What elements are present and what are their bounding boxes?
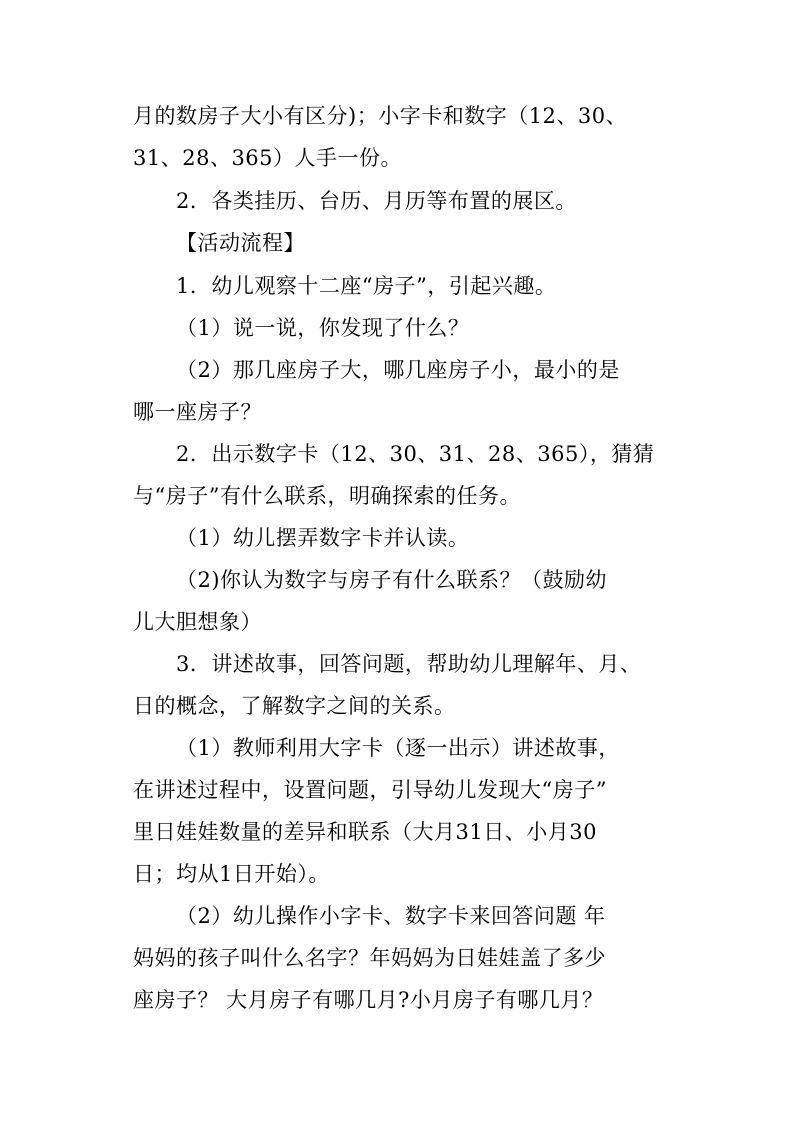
text-line: 1．幼儿观察十二座“房子”，引起兴趣。 — [176, 274, 557, 298]
text-line: 日；均从1日开始）。 — [133, 862, 330, 886]
text-line: 月的数房子大小有区分)；小字卡和数字（12、30、 — [133, 104, 628, 128]
text-line: 2．出示数字卡（12、30、31、28、365），猜猜 — [176, 442, 655, 466]
text-line: 座房子？ 大月房子有哪几月?小月房子有哪几月？ — [133, 988, 604, 1012]
text-line: （2)你认为数字与房子有什么联系？（鼓励幼 — [176, 568, 608, 592]
text-line: 妈妈的孩子叫什么名字？年妈妈为日娃娃盖了多少 — [133, 946, 606, 970]
text-line: （1）说一说，你发现了什么？ — [176, 316, 470, 340]
text-line: （1）教师利用大字卡（逐一出示）讲述故事， — [176, 736, 620, 760]
text-line: 3．讲述故事，回答问题，帮助幼儿理解年、月、 — [176, 652, 642, 676]
text-line: 里日娃娃数量的差异和联系（大月31日、小月30 — [133, 820, 597, 844]
text-line: 在讲述过程中，设置问题，引导幼儿发现大“房子” — [133, 778, 607, 802]
text-line: 31、28、365）人手一份。 — [133, 146, 403, 170]
text-line: （2）幼儿操作小字卡、数字卡来回答问题 年 — [176, 904, 606, 928]
text-line: 日的概念，了解数字之间的关系。 — [133, 694, 456, 718]
section-heading: 【活动流程】 — [176, 231, 305, 255]
text-line: 哪一座房子？ — [133, 400, 262, 424]
text-line: 儿大胆想象） — [133, 610, 262, 634]
text-line: 与“房子”有什么联系，明确探索的任务。 — [133, 484, 521, 508]
text-line: 2．各类挂历、台历、月历等布置的展区。 — [176, 189, 577, 213]
text-line: （1）幼儿摆弄数字卡并认读。 — [176, 526, 470, 550]
text-line: （2）那几座房子大，哪几座房子小，最小的是 — [176, 358, 620, 382]
